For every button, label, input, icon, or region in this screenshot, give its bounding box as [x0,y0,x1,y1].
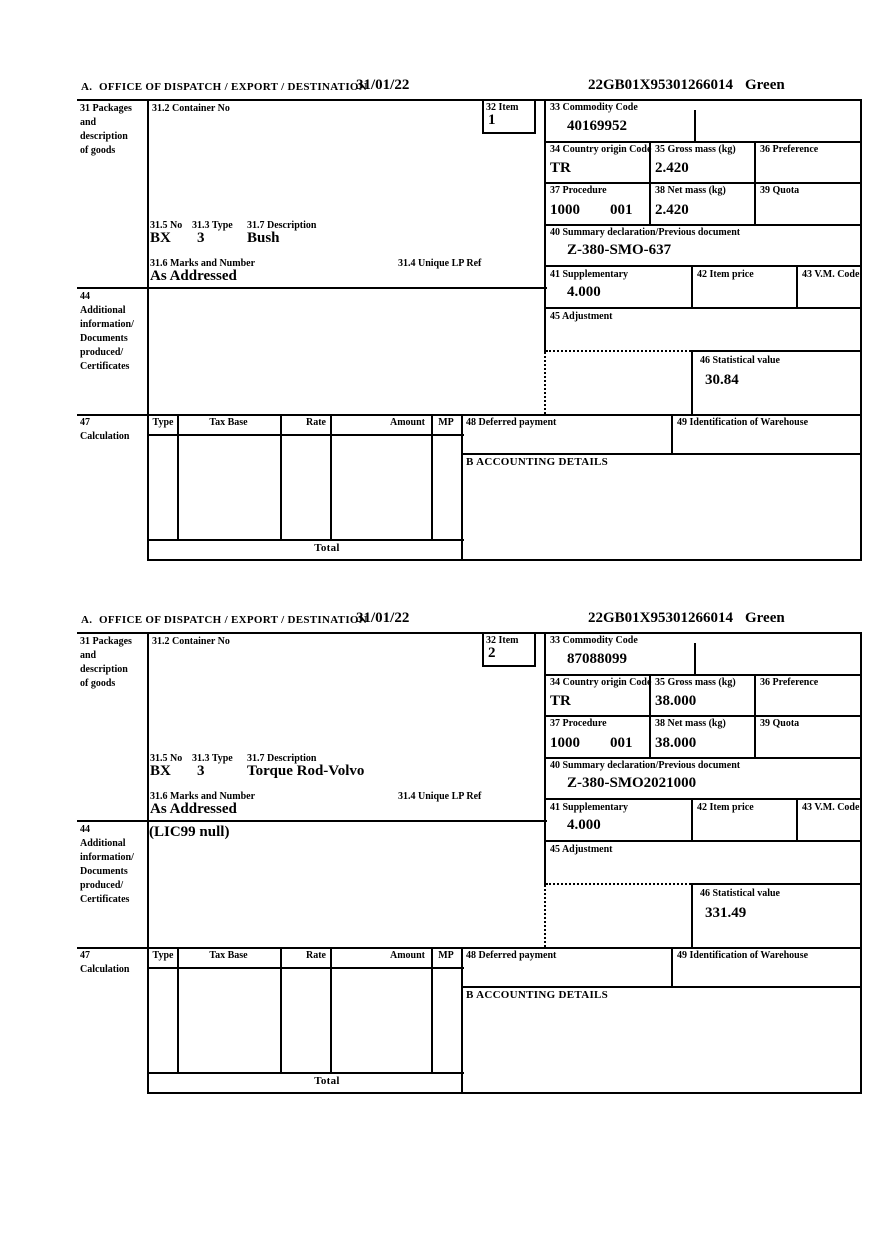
box44-label-line: Documents [80,866,128,877]
grid-line [77,414,862,416]
box47-label-line: 47 [80,417,90,428]
grid-line [691,265,693,309]
commodity-code-label: 33 Commodity Code [550,635,638,646]
item-section-1 [0,77,882,562]
grid-line [177,947,179,1072]
col-amount-header: Amount [389,417,425,428]
procedure-value-1: 1000 [550,735,580,751]
vm-code-label: 43 V.M. Code [802,269,860,280]
goods-description-value: Bush [247,230,280,246]
grid-line [330,947,332,1072]
mrn-number: 22GB01X95301266014 [588,77,734,93]
grid-line [694,643,696,674]
vm-code-label: 43 V.M. Code [802,802,860,813]
gross-mass-label: 35 Gross mass (kg) [655,677,736,688]
box31-label-line: 31 Packages [80,103,132,114]
grid-line-dotted [544,352,546,414]
grid-line [280,947,282,1072]
package-type-value: 3 [197,763,205,779]
box44-label-line: 44 [80,824,90,835]
procedure-value-2: 001 [610,735,633,751]
supplementary-label: 41 Supplementary [550,802,629,813]
grid-line [77,947,862,949]
grid-line [147,1072,464,1074]
country-origin-value: TR [550,160,571,176]
grid-line [431,414,433,539]
grid-line [544,798,862,800]
adjustment-label: 45 Adjustment [550,311,613,322]
col-type-header: Type [152,950,174,961]
col-mp-header: MP [438,950,454,961]
country-origin-label: 34 Country origin Code [550,144,652,155]
previous-document-value: Z-380-SMO2021000 [567,775,697,791]
commodity-code-value: 40169952 [567,118,627,134]
marks-value: As Addressed [150,801,237,817]
grid-line [796,265,798,309]
description-label: 31.7 Description [247,753,317,764]
grid-line [177,414,179,539]
preference-label: 36 Preference [760,677,819,688]
grid-line [330,414,332,539]
grid-line [754,674,756,759]
package-type-label: 31.3 Type [192,220,233,231]
item-label: 32 Item [486,102,519,113]
marks-value: As Addressed [150,268,237,284]
col-mp-header: MP [438,417,454,428]
deferred-payment-label: 48 Deferred payment [466,417,557,428]
grid-line [77,99,862,101]
previous-document-label: 40 Summary declaration/Previous document [550,227,741,238]
box31-label-line: and [80,117,97,128]
item-number-value: 1 [488,112,496,128]
grid-line [544,757,862,759]
box31-label-line: 31 Packages [80,636,132,647]
item-section-2 [0,610,882,1095]
gross-mass-value: 38.000 [655,693,697,709]
unique-lp-ref-label: 31.4 Unique LP Ref [398,791,482,802]
routing-status: Green [745,77,785,93]
grid-line [671,947,673,988]
grid-line [280,414,282,539]
box44-label-line: information/ [80,319,134,330]
grid-line [860,632,862,1094]
col-type-header: Type [152,417,174,428]
grid-line-dotted [546,883,691,885]
net-mass-label: 38 Net mass (kg) [655,718,726,729]
declaration-date: 31/01/22 [356,77,410,93]
total-label: Total [314,542,340,554]
adjustment-label: 45 Adjustment [550,844,613,855]
grid-line [691,883,693,947]
commodity-code-label: 33 Commodity Code [550,102,638,113]
box44-label-line: Certificates [80,894,130,905]
grid-line [544,840,862,842]
grid-line-dotted [544,885,546,947]
grid-line [754,141,756,226]
item-price-label: 42 Item price [697,269,754,280]
box44-label-line: Additional [80,305,126,316]
package-no-value: BX [150,763,171,779]
statistical-value-label: 46 Statistical value [700,888,780,899]
item-price-label: 42 Item price [697,802,754,813]
grid-line [461,986,862,988]
grid-line [77,820,547,822]
box44-label-line: produced/ [80,880,124,891]
grid-line [544,265,862,267]
total-label: Total [314,1075,340,1087]
grid-line [147,559,862,561]
net-mass-value: 38.000 [655,735,697,751]
declaration-date: 31/01/22 [356,610,410,626]
marks-label: 31.6 Marks and Number [150,258,256,269]
commodity-code-value: 87088099 [567,651,627,667]
country-origin-value: TR [550,693,571,709]
box47-label-line: Calculation [80,964,130,975]
grid-line [691,798,693,842]
grid-line [147,99,149,561]
grid-line [691,883,862,885]
box31-label-line: description [80,131,128,142]
routing-status: Green [745,610,785,626]
box44-label-line: Documents [80,333,128,344]
previous-document-value: Z-380-SMO-637 [567,242,672,258]
goods-description-value: Torque Rod-Volvo [247,763,365,779]
grid-line [544,182,862,184]
grid-line [147,967,464,969]
net-mass-label: 38 Net mass (kg) [655,185,726,196]
package-type-label: 31.3 Type [192,753,233,764]
country-origin-label: 34 Country origin Code [550,677,652,688]
statistical-value: 331.49 [705,905,747,921]
box44-label-line: 44 [80,291,90,302]
office-label-prefix: A. [81,614,93,626]
grid-line [796,798,798,842]
box47-label-line: 47 [80,950,90,961]
net-mass-value: 2.420 [655,202,689,218]
col-tax-base-header: Tax Base [209,417,248,428]
procedure-value-1: 1000 [550,202,580,218]
supplementary-value: 4.000 [567,817,601,833]
package-no-value: BX [150,230,171,246]
supplementary-label: 41 Supplementary [550,269,629,280]
box44-label-line: information/ [80,852,134,863]
box44-label-line: Additional [80,838,126,849]
col-rate-header: Rate [306,950,326,961]
procedure-value-2: 001 [610,202,633,218]
warehouse-id-label: 49 Identification of Warehouse [677,950,809,961]
grid-line [544,224,862,226]
office-label-prefix: A. [81,81,93,93]
description-label: 31.7 Description [247,220,317,231]
package-type-value: 3 [197,230,205,246]
gross-mass-label: 35 Gross mass (kg) [655,144,736,155]
box31-label-line: description [80,664,128,675]
grid-line [860,99,862,561]
grid-line [544,307,862,309]
grid-line [431,947,433,1072]
col-tax-base-header: Tax Base [209,950,248,961]
preference-label: 36 Preference [760,144,819,155]
grid-line [691,350,693,414]
col-rate-header: Rate [306,417,326,428]
quota-label: 39 Quota [760,718,800,729]
grid-line [544,674,862,676]
grid-line [691,350,862,352]
package-no-label: 31.5 No [150,753,183,764]
grid-line [77,632,862,634]
marks-label: 31.6 Marks and Number [150,791,256,802]
statistical-value-label: 46 Statistical value [700,355,780,366]
procedure-label: 37 Procedure [550,718,607,729]
grid-line [671,414,673,455]
grid-line [147,632,149,1094]
office-of-dispatch-label: OFFICE OF DISPATCH / EXPORT / DESTINATION [99,614,368,626]
grid-line-dotted [546,350,691,352]
container-no-label: 31.2 Container No [152,636,230,647]
additional-info-value: (LIC99 null) [149,824,230,840]
unique-lp-ref-label: 31.4 Unique LP Ref [398,258,482,269]
grid-line [77,287,547,289]
accounting-details-label: B ACCOUNTING DETAILS [466,456,609,468]
statistical-value: 30.84 [705,372,739,388]
accounting-details-label: B ACCOUNTING DETAILS [466,989,609,1001]
box31-label-line: and [80,650,97,661]
box44-label-line: Certificates [80,361,130,372]
previous-document-label: 40 Summary declaration/Previous document [550,760,741,771]
grid-line [147,539,464,541]
grid-line [694,110,696,141]
grid-line [461,453,862,455]
office-of-dispatch-label: OFFICE OF DISPATCH / EXPORT / DESTINATION [99,81,368,93]
mrn-number: 22GB01X95301266014 [588,610,734,626]
deferred-payment-label: 48 Deferred payment [466,950,557,961]
procedure-label: 37 Procedure [550,185,607,196]
box31-label-line: of goods [80,145,116,156]
container-no-label: 31.2 Container No [152,103,230,114]
box44-label-line: produced/ [80,347,124,358]
package-no-label: 31.5 No [150,220,183,231]
supplementary-value: 4.000 [567,284,601,300]
gross-mass-value: 2.420 [655,160,689,176]
item-label: 32 Item [486,635,519,646]
grid-line [544,141,862,143]
warehouse-id-label: 49 Identification of Warehouse [677,417,809,428]
box47-label-line: Calculation [80,431,130,442]
col-amount-header: Amount [389,950,425,961]
item-number-value: 2 [488,645,496,661]
grid-line [147,1092,862,1094]
grid-line [544,715,862,717]
grid-line [147,434,464,436]
quota-label: 39 Quota [760,185,800,196]
box31-label-line: of goods [80,678,116,689]
